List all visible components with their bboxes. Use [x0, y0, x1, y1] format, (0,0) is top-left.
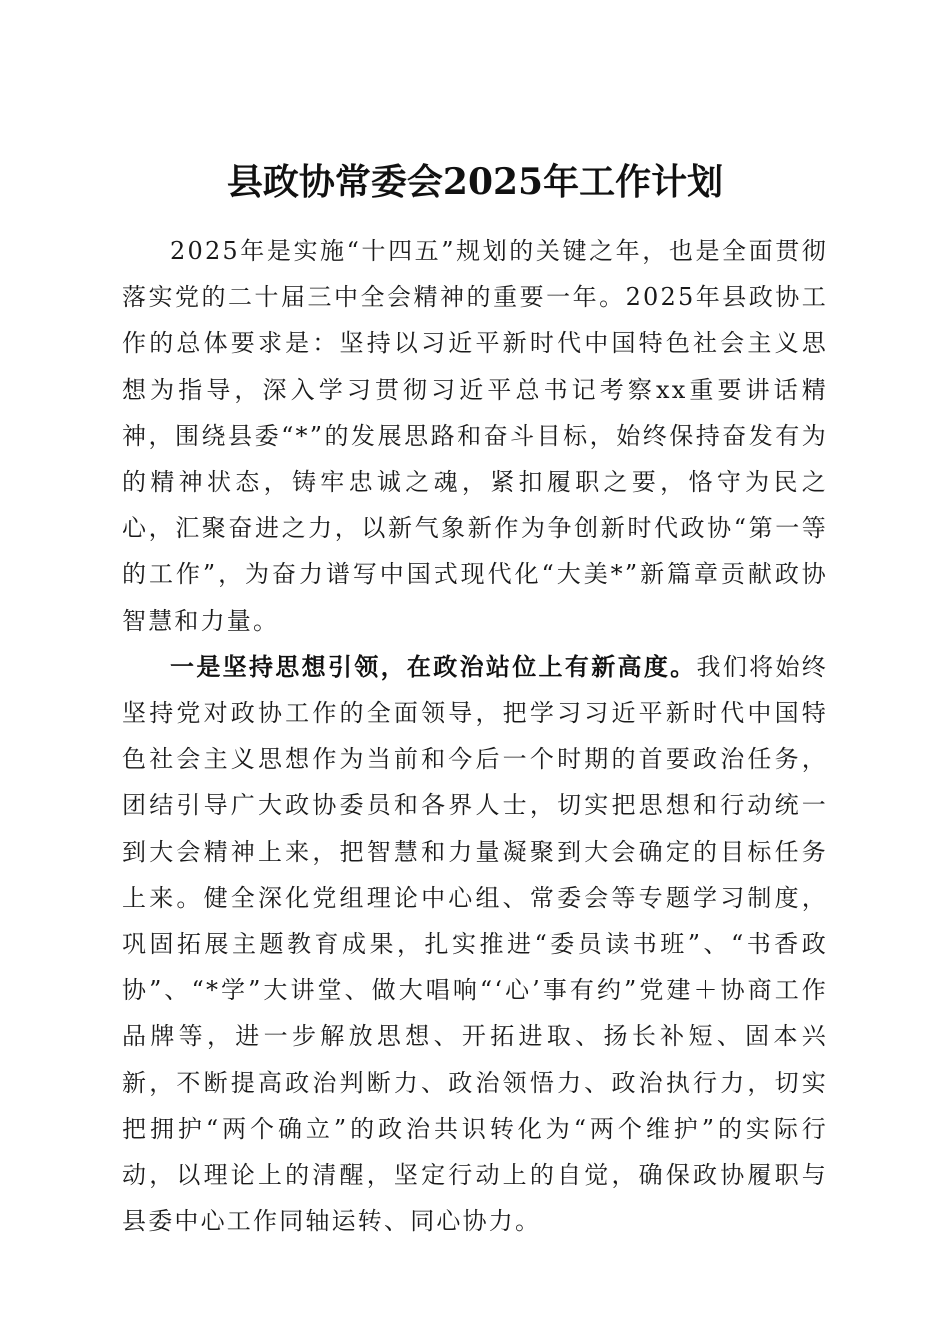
document-body	[122, 228, 828, 1244]
paragraph-overview: 2025年是实施“十四五”规划的关键之年，也是全面贯彻落实党的二十届三中全会精神的重要一年。2025年县政协工作的总体要求是：坚持以习近平新时代中国特色社会主义思想为指导，深入学习贯彻习近平总书记考察xx重要讲话精神，围绕县委“*”的发展思路和奋斗目标，始终保持奋发有为的精神状态，铸牢忠诚之魂，紧扣履职之要，恪守为民之心，汇聚奋进之力，以新气象新作为争创新时代政协“第一等的工作”，为奋力谱写中国式现代化“大美*”新篇章贡献政协智慧和力量。	[122, 237, 828, 635]
paragraph-body-text: 我们将始终坚持党对政协工作的全面领导，把学习习近平新时代中国特色社会主义思想作为当前和今后一个时期的首要政治任务，团结引导广大政协委员和各界人士，切实把思想和行动统一到大会精神上来，把智慧和力量凝聚到大会确定的目标任务上来。健全深化党组理论中心组、常委会等专题学习制度，巩固拓展主题教育成果，扎实推进“委员读书班”、“书香政协”、“*学”大讲堂、做大唱响“‘心’事有约”党建＋协商工作品牌等，进一步解放思想、开拓进取、扬长补短、固本兴新，不断提高政治判断力、政治领悟力、政治执行力，切实把拥护“两个确立”的政治共识转化为“两个维护”的实际行动，以理论上的清醒，坚定行动上的自觉，确保政协履职与县委中心工作同轴运转、同心协力。	[122, 652, 828, 1236]
paragraph-lead-heading: 一是坚持思想引领，在政治站位上有新高度。	[170, 651, 697, 681]
document-title: 县政协常委会2025年工作计划	[226, 161, 724, 204]
paragraph-ideological-guidance	[122, 644, 828, 1245]
